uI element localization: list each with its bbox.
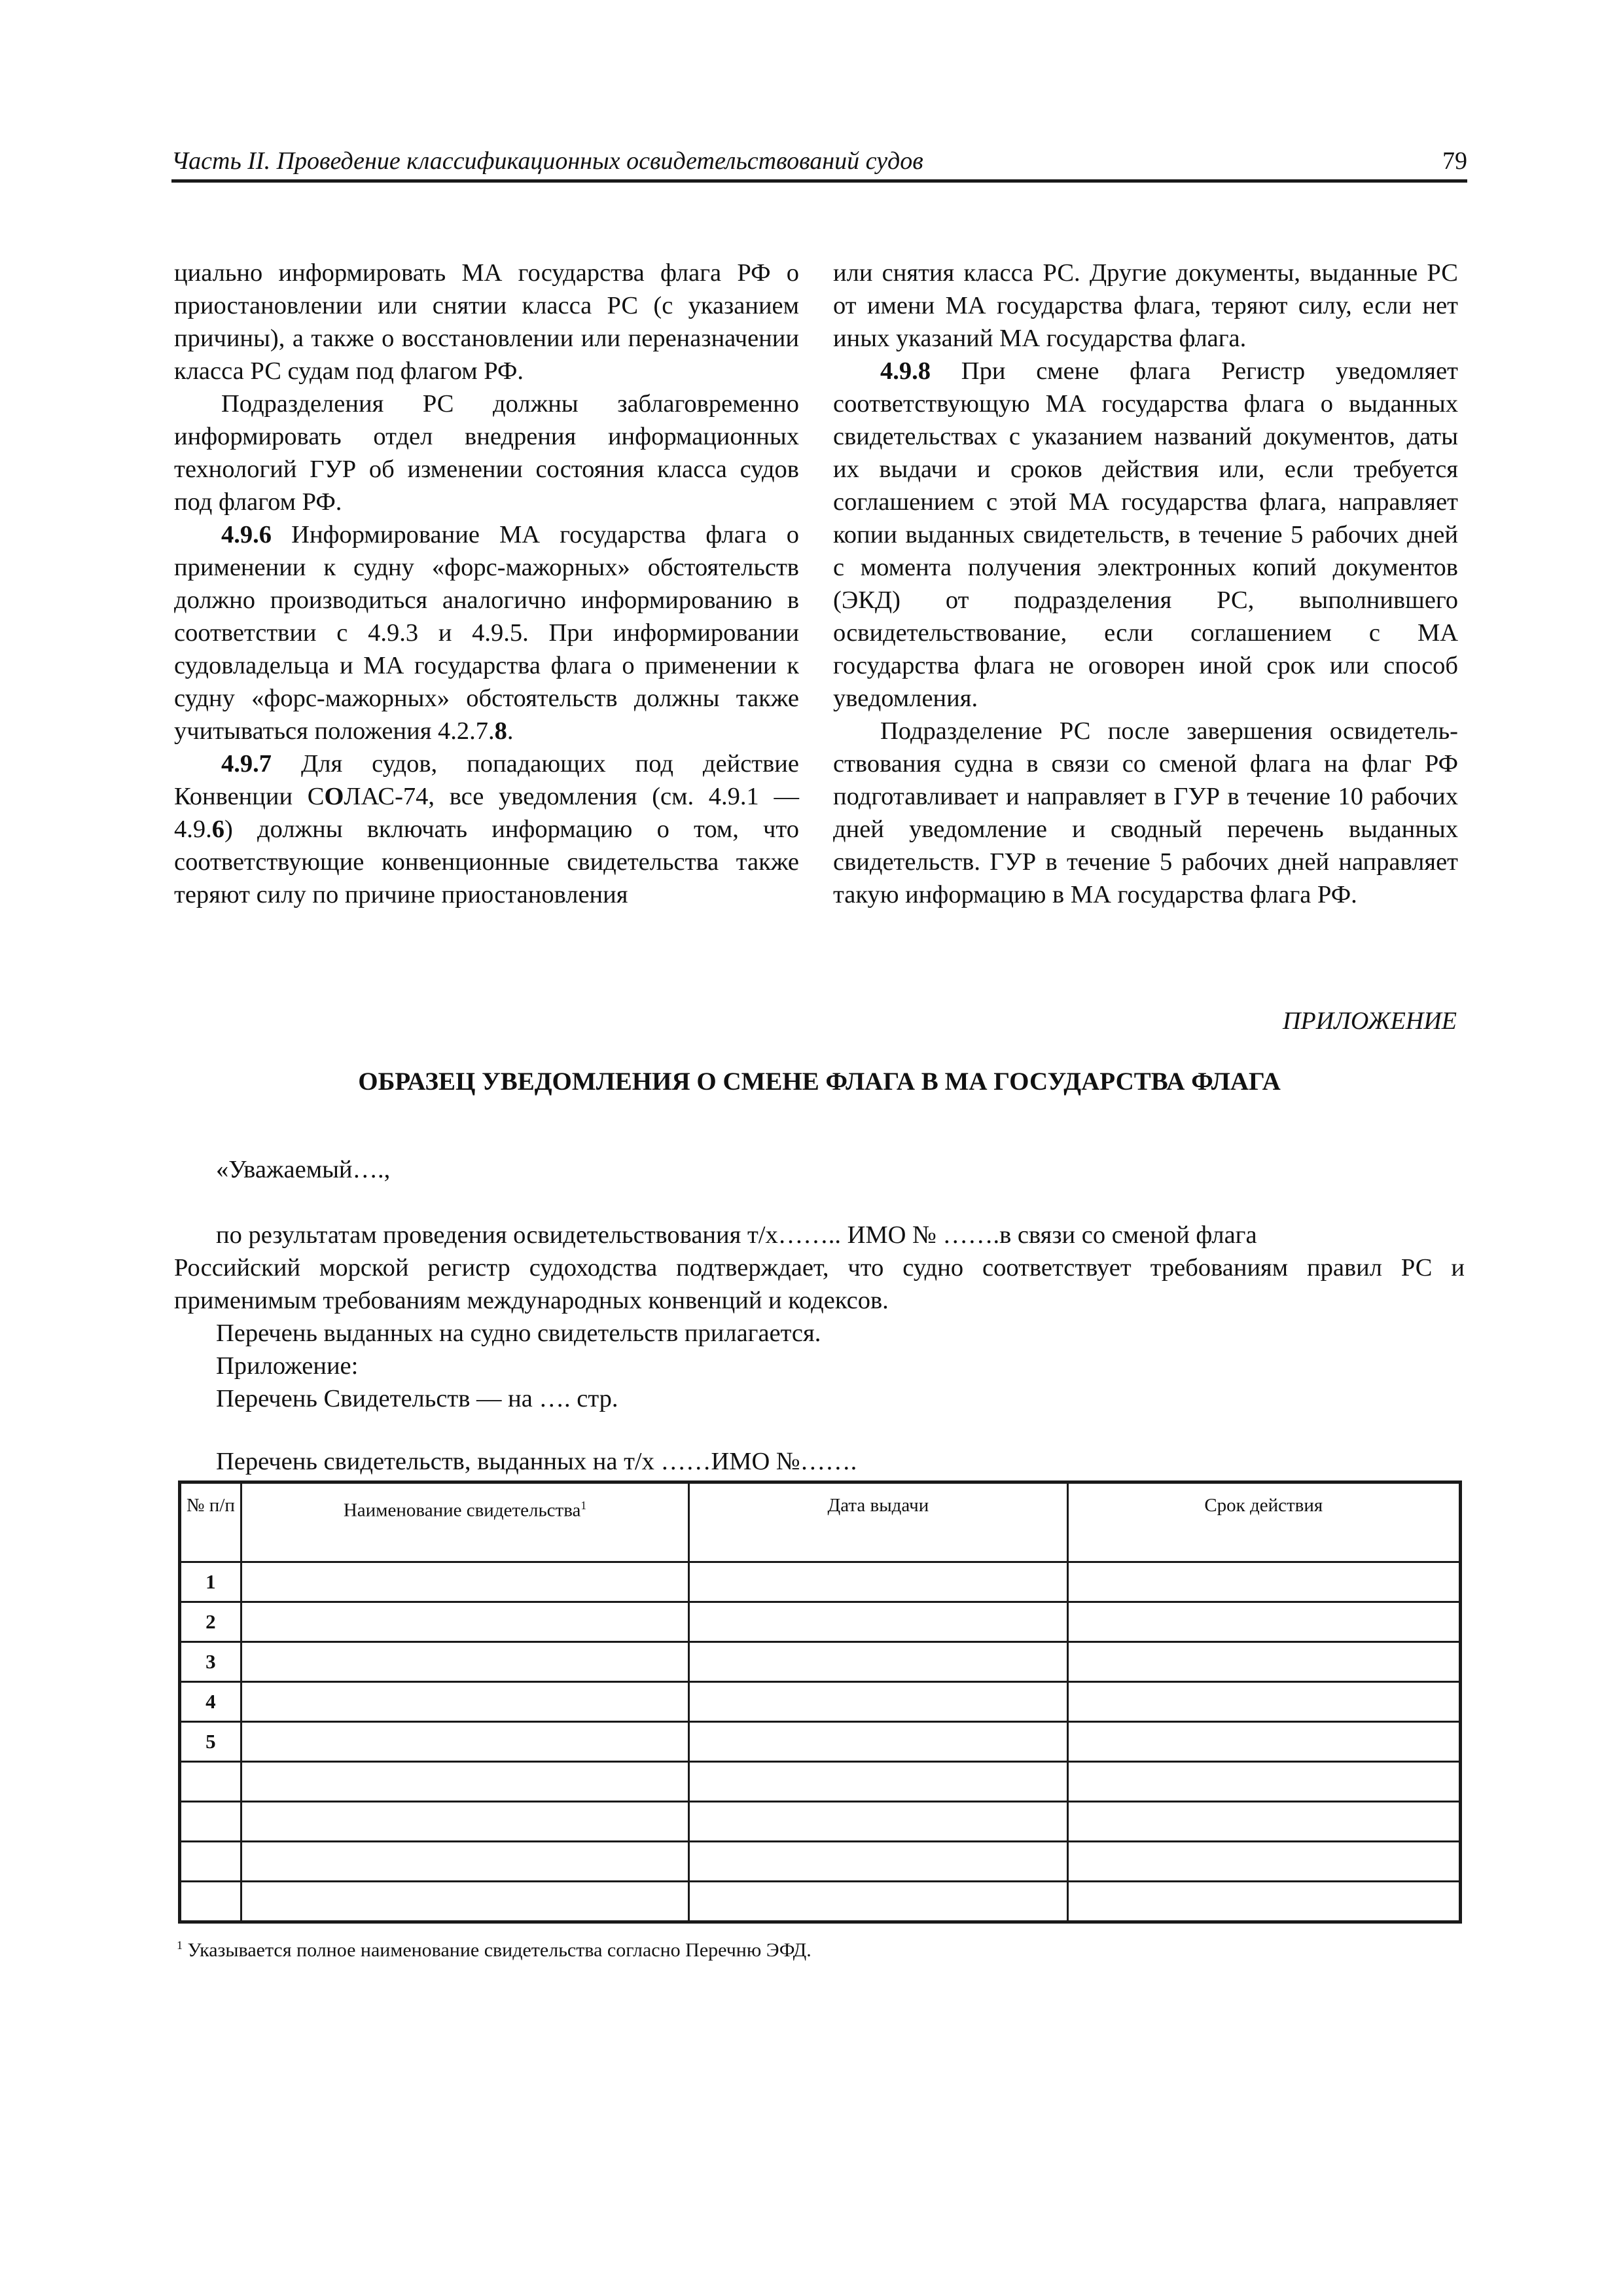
cell-date[interactable] xyxy=(689,1562,1067,1602)
row-number: 3 xyxy=(180,1642,241,1682)
cell-validity[interactable] xyxy=(1067,1842,1460,1882)
cell-name[interactable] xyxy=(241,1882,688,1922)
salutation: «Уважаемый…., xyxy=(216,1156,391,1183)
row-number xyxy=(180,1842,241,1882)
header-validity: Срок действия xyxy=(1067,1482,1460,1562)
clause-text: ) должны включать информацию о том, что соответствующие конвенционные свидетельства также теряют силу по причине приостановления xyxy=(174,816,799,908)
cell-name[interactable] xyxy=(241,1762,688,1802)
cell-date[interactable] xyxy=(689,1722,1067,1762)
row-number xyxy=(180,1802,241,1842)
page-header xyxy=(171,145,1467,183)
table-header-row xyxy=(180,1482,1461,1562)
paragraph-4-9-7 xyxy=(174,747,799,911)
running-title: Часть II. Проведение классификационных освидетельствований судов xyxy=(171,147,923,175)
paragraph-subdivision-report: Подразделение РС после завершения освидетельствования судна в связи со сменой флага на флаг РФ подготавливает и направляет в ГУР в течение 10 рабочих дней уведомление и сводный перечень выданных свидетельств. ГУР в течение 5 рабочих дней направляет такую информацию в МА государства флага РФ. xyxy=(833,717,1458,908)
table-row xyxy=(180,1842,1461,1882)
cell-date[interactable] xyxy=(689,1682,1067,1722)
clause-number: 4.9.7 xyxy=(221,750,272,778)
cell-validity[interactable] xyxy=(1067,1682,1460,1722)
paragraph-4-9-8 xyxy=(833,355,1458,715)
form-title: ОБРАЗЕЦ УВЕДОМЛЕНИЯ О СМЕНЕ ФЛАГА В МА ГОСУДАРСТВА ФЛАГА xyxy=(358,1067,1281,1096)
body-rest: Российский морской регистр судоходства подтверждает, что судно соответствует требованиям правил РС и применимым требованиям международных конвенций и кодексов. xyxy=(174,1254,1465,1314)
clause-ref: 6 xyxy=(211,816,224,843)
clause-text: Информирование МА государства флага о применении к судну «форс-мажорных» обстоятельств должно производиться аналогично информированию в соответствии с 4.9.3 и 4.9.5. При информировании судовладельца и МА государства флага о применении к судну «форс-мажорных» обстоятельств должны также учитываться положения 4.2.7. xyxy=(174,521,799,745)
header-certificate-name-label: Наименование свидетельства xyxy=(343,1499,581,1521)
table-row xyxy=(180,1602,1461,1642)
clause-number-digit: 8 xyxy=(918,357,931,385)
clause-bold-letter: О xyxy=(324,783,344,810)
row-number: 5 xyxy=(180,1722,241,1762)
clause-text: При смене флага Регистр уведомляет соответствующую МА государства флага о выданных свидетельствах с указанием названий документов, даты их выдачи и сроков действия или, если требуется соглашением с этой МА государства флага, направляет копии выданных свидетельств, в течение 5 рабочих дней с момента получения электронных копий документов (ЭКД) от подразделения РС, выполнившего освидетельствование, если соглашением с МА государства флага не оговорен иной срок или способ уведомления. xyxy=(833,357,1458,712)
cell-validity[interactable] xyxy=(1067,1762,1460,1802)
certificates-attached-line: Перечень выданных на судно свидетельств прилагается. xyxy=(216,1319,821,1347)
cell-validity[interactable] xyxy=(1067,1722,1460,1762)
row-number: 2 xyxy=(180,1602,241,1642)
header-certificate-name xyxy=(241,1482,688,1562)
cell-name[interactable] xyxy=(241,1802,688,1842)
clause-number: 4.9. xyxy=(880,357,918,385)
cell-date[interactable] xyxy=(689,1762,1067,1802)
cell-date[interactable] xyxy=(689,1802,1067,1842)
right-column xyxy=(833,257,1458,911)
table-row xyxy=(180,1642,1461,1682)
body-first-line: по результатам проведения освидетельствования т/х…….. ИМО № …….в связи со сменой флага xyxy=(216,1221,1257,1249)
footnote-text: Указывается полное наименование свидетельства согласно Перечню ЭФД. xyxy=(183,1939,812,1961)
table-caption: Перечень свидетельств, выданных на т/х ……ИМО №……. xyxy=(216,1448,857,1475)
clause-ref: 8 xyxy=(494,717,507,745)
table-row xyxy=(180,1682,1461,1722)
appendix-label: ПРИЛОЖЕНИЕ xyxy=(1283,1007,1457,1035)
table-row xyxy=(180,1802,1461,1842)
paragraph-continuation: циально информировать МА государства флага РФ о приостановлении или снятии класса РС (с указанием причины), а также о восстановлении или переназначении класса РС судам под флагом РФ. xyxy=(174,259,799,385)
table-row xyxy=(180,1762,1461,1802)
clause-end: . xyxy=(507,717,514,745)
left-column xyxy=(174,257,799,911)
paragraph-subdivisions: Подразделения РС должны заблаговременно информировать отдел внедрения информационных технологий ГУР об изменении состояния класса судов под флагом РФ. xyxy=(174,390,799,516)
header-issue-date: Дата выдачи xyxy=(689,1482,1067,1562)
row-number: 1 xyxy=(180,1562,241,1602)
row-number xyxy=(180,1882,241,1922)
clause-number: 4.9.6 xyxy=(221,521,272,548)
certificate-list-pages: Перечень Свидетельств — на …. стр. xyxy=(216,1385,618,1412)
certificates-table xyxy=(178,1480,1462,1924)
cell-name[interactable] xyxy=(241,1642,688,1682)
cell-name[interactable] xyxy=(241,1562,688,1602)
cell-date[interactable] xyxy=(689,1882,1067,1922)
cell-date[interactable] xyxy=(689,1642,1067,1682)
footnote xyxy=(177,1939,812,1962)
row-number xyxy=(180,1762,241,1802)
footnote-number: 1 xyxy=(177,1939,183,1952)
paragraph-continuation: или снятия класса РС. Другие документы, выданные РС от имени МА государства флага, теряют силу, если нет иных указаний МА государства флага. xyxy=(833,259,1458,352)
header-number: № п/п xyxy=(180,1482,241,1562)
table-row xyxy=(180,1562,1461,1602)
cell-validity[interactable] xyxy=(1067,1602,1460,1642)
cell-validity[interactable] xyxy=(1067,1802,1460,1842)
cell-name[interactable] xyxy=(241,1842,688,1882)
cell-validity[interactable] xyxy=(1067,1562,1460,1602)
cell-name[interactable] xyxy=(241,1602,688,1642)
page-number: 79 xyxy=(1442,147,1467,175)
cell-date[interactable] xyxy=(689,1842,1067,1882)
row-number: 4 xyxy=(180,1682,241,1722)
clause-text: Для судов, попадающих под действие Конвенции С xyxy=(174,750,799,810)
cell-validity[interactable] xyxy=(1067,1882,1460,1922)
cell-date[interactable] xyxy=(689,1602,1067,1642)
table-row xyxy=(180,1722,1461,1762)
attachment-label: Приложение: xyxy=(216,1352,359,1380)
cell-name[interactable] xyxy=(241,1722,688,1762)
footnote-mark: 1 xyxy=(580,1499,587,1512)
paragraph-4-9-6 xyxy=(174,518,799,747)
table-row xyxy=(180,1882,1461,1922)
notification-body xyxy=(174,1219,1465,1317)
cell-name[interactable] xyxy=(241,1682,688,1722)
clause-text: ЛАС-74, все уведомления (см. 4.9.1 — 4.9. xyxy=(174,783,799,843)
cell-validity[interactable] xyxy=(1067,1642,1460,1682)
